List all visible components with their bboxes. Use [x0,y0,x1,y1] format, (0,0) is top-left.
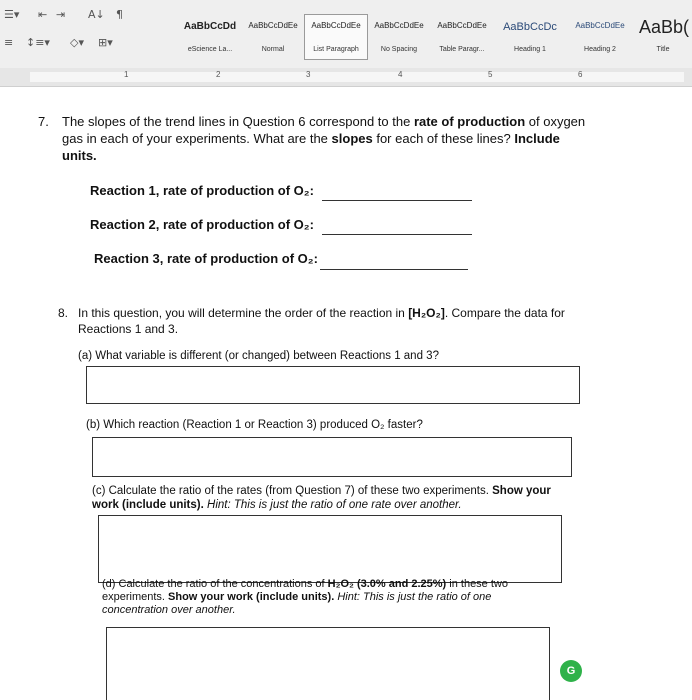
borders-icon[interactable]: ⊞▾ [98,36,113,49]
question-hint: Hint: This is just the ratio of one concentration over another. [102,591,492,616]
question-hint: Hint: This is just the ratio of one rate over another. [203,499,462,511]
reaction-3-blank[interactable] [320,269,468,270]
style-preview: AaBbCcDdEe [575,21,625,30]
line-spacing-icon[interactable]: ↕≡▾ [26,36,50,49]
decrease-indent-icon[interactable]: ⇤ [38,8,48,21]
ruler-number: 5 [488,70,493,79]
reaction-3-label: Reaction 3, rate of production of O₂: [94,251,318,266]
style-name: Normal [261,46,285,53]
question-number: 7. [38,114,49,129]
styles-gallery [178,14,692,64]
question-text-part: (d) Calculate the ratio of the concentrations of [102,578,328,590]
style-heading-2[interactable] [566,14,634,60]
question-text-bold: slopes [331,131,373,146]
question-8a: (a) What variable is different (or changed) between Reactions 1 and 3? [78,350,439,362]
style-name: Heading 1 [514,46,546,53]
question-8c [92,484,552,512]
sort-az-icon[interactable]: A↓ [88,8,105,21]
increase-indent-icon[interactable]: ⇥ [56,8,66,21]
document-page[interactable] [0,87,692,700]
question-8b: (b) Which reaction (Reaction 1 or Reaction 3) produced O₂ faster? [86,419,423,431]
style-title[interactable] [634,14,692,60]
style-preview: AaBbCcDdEe [437,21,487,30]
style-preview: AaBbCcDc [503,21,557,33]
question-text [62,113,598,164]
style-heading-1[interactable] [494,14,566,60]
question-text-part: (c) Calculate the ratio of the rates (from Question 7) of these two experiments. [92,485,493,497]
question-text-part: . Compare the data for Reactions 1 and 3. [78,306,565,336]
shading-icon[interactable]: ◇▾ [70,36,84,49]
ribbon [0,0,692,69]
ruler-number: 4 [398,70,403,79]
question-8d [102,578,542,617]
style-name: eScience La... [187,46,233,53]
style-preview: AaBbCcDdEe [311,21,361,30]
reaction-2-label: Reaction 2, rate of production of O₂: [90,217,314,232]
question-text-bold: rate of production [413,114,526,129]
question-text-part: in these two experiments. [102,578,508,603]
question-text-bold: Show your work (include units). [92,485,551,511]
question-number: 8. [58,306,69,320]
question-7 [38,113,598,164]
style-table-paragraph[interactable] [430,14,494,60]
style-name: No Spacing [380,46,418,53]
question-text-bold: H₂O₂ (3.0% and 2.25%) [327,578,447,590]
reaction-1-label: Reaction 1, rate of production of O₂: [90,183,314,198]
style-list-paragraph[interactable] [304,14,368,60]
answer-box-d[interactable] [106,627,550,700]
question-text-bold: Show your work (include units). [168,591,335,603]
style-preview: AaBbCcDd [183,21,237,32]
style-name: Table Paragr... [439,46,485,53]
question-text-bold: Include units. [62,131,560,163]
ruler-number: 2 [216,70,221,79]
answer-box-a[interactable] [86,366,580,404]
ruler-number: 3 [306,70,311,79]
ruler [0,68,692,87]
ruler-number: 6 [578,70,583,79]
ruler-number: 1 [124,70,129,79]
question-text-part: for each of these lines? [372,131,515,146]
style-preview: AaBbCcDdEe [248,21,298,30]
align-left-icon[interactable]: ≡ [4,36,14,49]
style-name: List Paragraph [313,46,359,53]
pilcrow-icon[interactable]: ¶ [116,8,123,21]
question-text [78,305,598,337]
style-escience[interactable] [178,14,242,60]
style-preview: AaBb( [639,17,690,37]
question-text-bold: [H₂O₂] [408,306,445,320]
style-no-spacing[interactable] [368,14,430,60]
paragraph-tools [4,6,154,62]
style-preview: AaBbCcDdEe [374,21,424,30]
question-text-part: of oxygen gas in each of your experiments. What are the [62,114,586,146]
style-name: Title [656,46,670,53]
grammarly-icon[interactable]: G [560,660,582,682]
answer-box-b[interactable] [92,437,572,477]
question-text-part: The slopes of the trend lines in Question 6 correspond to the [62,114,414,129]
style-name: Heading 2 [584,46,616,53]
question-text-part: In this question, you will determine the order of the reaction in [78,306,409,320]
multilevel-list-icon[interactable]: ☰▾ [4,8,20,21]
style-normal[interactable] [242,14,304,60]
answer-box-c[interactable] [98,515,562,583]
question-8 [58,305,598,337]
reaction-1-blank[interactable] [322,200,472,201]
reaction-2-blank[interactable] [322,234,472,235]
